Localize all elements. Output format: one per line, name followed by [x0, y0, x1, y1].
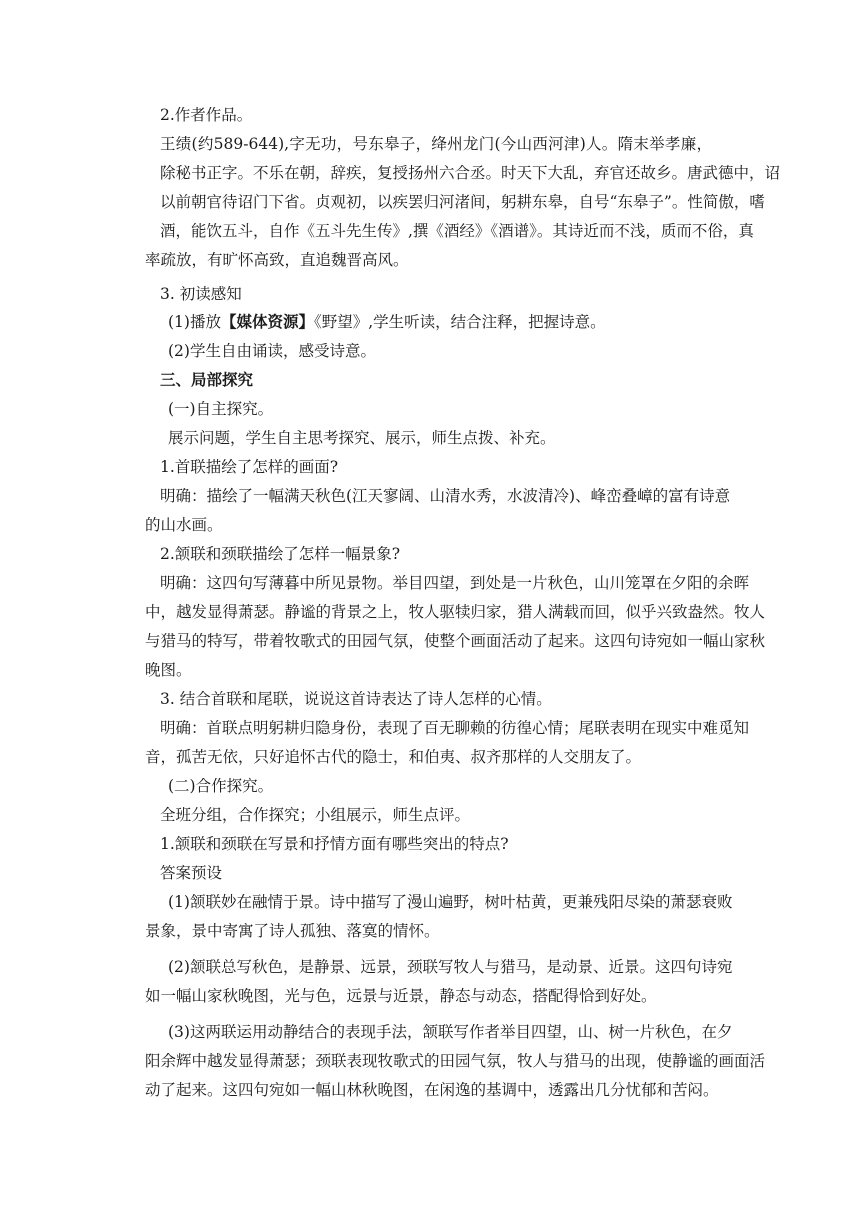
- paragraph-line: 动了起来。这四句宛如一幅山林秋晚图，在闲逸的基调中，透露出几分忧郁和苦闷。: [145, 1081, 719, 1099]
- media-resource-label: 【媒体资源】: [220, 312, 314, 331]
- paragraph-line: (2)学生自由诵读，感受诗意。: [168, 342, 376, 360]
- paragraph-line: (3)这两联运用动静结合的表现手法，颔联写作者举目四望，山、树一片秋色，在夕: [168, 1023, 733, 1041]
- subsection-heading: (二)合作探究。: [168, 777, 274, 795]
- subsection-heading: (一)自主探究。: [168, 400, 274, 418]
- play-description: 《野望》,学生听读，结合注释，把握诗意。: [313, 313, 606, 331]
- paragraph-line: 明确：首联点明躬耕归隐身份，表现了百无聊赖的彷徨心情；尾联表明在现实中难觅知: [160, 719, 750, 737]
- question-line: 1.颔联和颈联在写景和抒情方面有哪些突出的特点?: [160, 835, 509, 853]
- question-line: 1.首联描绘了怎样的画面?: [160, 458, 339, 476]
- paragraph-line: 以前朝官待诏门下省。贞观初，以疾罢归河渚间，躬耕东皋，自号“东皋子”。性简傲，嗜: [160, 193, 765, 211]
- paragraph-line: 如一幅山家秋晚图，光与色，远景与近景，静态与动态，搭配得恰到好处。: [145, 987, 657, 1005]
- question-line: 3. 结合首联和尾联，说说这首诗表达了诗人怎样的心情。: [160, 690, 552, 708]
- paragraph-line: 晚图。: [145, 661, 192, 679]
- paragraph-line: (1)颔联妙在融情于景。诗中描写了漫山遍野，树叶枯黄，更兼残阳尽染的萧瑟衰败: [168, 893, 733, 911]
- section-heading: 三、局部探究: [160, 370, 254, 389]
- paragraph-line: 与猎马的特写，带着牧歌式的田园气氛，使整个画面活动了起来。这四句诗宛如一幅山家秋: [145, 632, 766, 650]
- heading-first-reading: 3. 初读感知: [160, 285, 242, 303]
- paragraph-line: 中，越发显得萧瑟。静谧的背景之上，牧人驱犊归家，猎人满载而回，似乎兴致盎然。牧人: [145, 603, 766, 621]
- paragraph-line: 音，孤苦无依，只好追怀古代的隐士，和伯夷、叔齐那样的人交朋友了。: [145, 748, 642, 766]
- paragraph-line: (2)颔联总写秋色，是静景、远景，颈联写牧人与猎马，是动景、近景。这四句诗宛: [168, 958, 733, 976]
- paragraph-line: 明确：描绘了一幅满天秋色(江天寥阔、山清水秀，水波清冷)、峰峦叠嶂的富有诗意: [160, 487, 731, 505]
- play-label: (1)播放: [168, 313, 221, 331]
- paragraph-line: 明确：这四句写薄暮中所见景物。举目四望，到处是一片秋色，山川笼罩在夕阳的余晖: [160, 574, 750, 592]
- paragraph-line: [168, 311, 606, 333]
- paragraph-line: 酒，能饮五斗，自作《五斗先生传》,撰《酒经》《酒谱》。其诗近而不浅，质而不俗，真: [160, 222, 754, 240]
- paragraph-line: 率疏放，有旷怀高致，直追魏晋高风。: [145, 251, 409, 269]
- question-line: 2.颔联和颈联描绘了怎样一幅景象?: [160, 545, 401, 563]
- paragraph-line: 展示问题，学生自主思考探究、展示，师生点拨、补充。: [168, 429, 556, 447]
- paragraph-line: 全班分组，合作探究；小组展示，师生点评。: [160, 806, 471, 824]
- answer-preset-label: 答案预设: [160, 864, 223, 882]
- paragraph-line: 王绩(约589-644),字无功，号东皋子，绛州龙门(今山西河津)人。隋末举孝廉，: [160, 135, 712, 153]
- paragraph-line: 的山水画。: [145, 516, 223, 534]
- paragraph-line: 除秘书正字。不乐在朝，辞疾，复授扬州六合丞。时天下大乱，弃官还故乡。唐武德中，诏: [160, 164, 781, 182]
- paragraph-line: 景象，景中寄寓了诗人孤独、落寞的情怀。: [145, 922, 440, 940]
- heading-author-works: 2.作者作品。: [160, 106, 253, 124]
- paragraph-line: 阳余辉中越发显得萧瑟；颈联表现牧歌式的田园气氛，牧人与猎马的出现，使静谧的画面活: [145, 1052, 766, 1070]
